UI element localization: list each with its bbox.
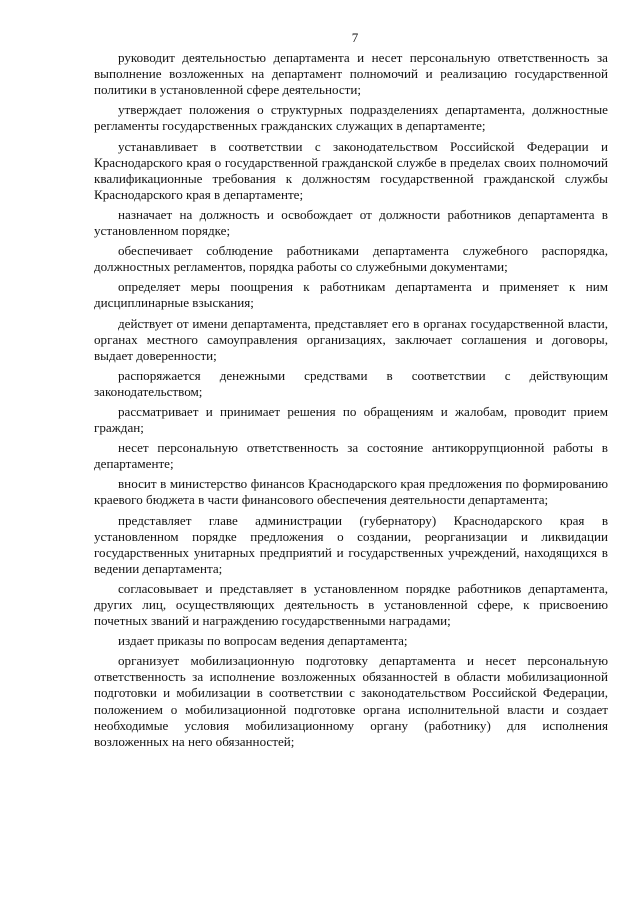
paragraph-10: несет персональную ответственность за состояние антикоррупционной работы в департаменте; [94,440,608,472]
paragraph-7: действует от имени департамента, представляет его в органах государственной власти, органах местного самоуправления организациях, заключает соглашения и договоры, выдает доверенности; [94,315,608,363]
paragraph-5: обеспечивает соблюдение работниками департамента служебного распорядка, должностных регламентов, порядка работы со служебными документами; [94,243,608,275]
paragraph-15: организует мобилизационную подготовку департамента и несет персональную ответственность за исполнение возложенных обязанностей в области мобилизационной подготовки и мобилизации в соответствии с законодательством Российской Федерации, положением о мобилизационной подготовке органа исполнительной власти и создает необходимые условия мобилизационному органу (работнику) для исполнения возложенных на него обязанностей; [94,653,608,749]
page-number: 7 [351,30,359,45]
paragraph-4: назначает на должность и освобождает от должности работников департамента в установленном порядке; [94,206,608,239]
paragraph-13: согласовывает и представляет в установленном порядке работников департамента, других лиц, осуществляющих деятельность в установленной сфере, к присвоению почетных званий и награждению государственными наградами; [94,580,608,629]
paragraph-9: рассматривает и принимает решения по обращениям и жалобам, проводит прием граждан; [94,403,608,436]
paragraph-8: распоряжается денежными средствами в соответствии с действующим законодательством; [94,367,608,399]
paragraph-14: издает приказы по вопросам ведения департамента; [118,633,408,649]
document-page [94,30,608,754]
paragraph-3: устанавливает в соответствии с законодательством Российской Федерации и Краснодарского края о государственной гражданской службе в пределах своих полномочий квалификационные требования к должностям государственной гражданской службы Краснодарского края в департаменте; [94,138,608,202]
paragraph-6: определяет меры поощрения к работникам департамента и применяет к ним дисциплинарные взыскания; [94,279,608,311]
paragraph-11: вносит в министерство финансов Краснодарского края предложения по формированию краевого бюджета в части финансового обеспечения деятельности департамента; [94,476,608,508]
paragraph-1: руководит деятельностью департамента и несет персональную ответственность за выполнение возложенных на департамент полномочий и реализацию государственной политики в установленной сфере деятельности; [94,50,608,98]
paragraph-2: утверждает положения о структурных подразделениях департамента, должностные регламенты государственных гражданских служащих в департаменте; [94,102,608,134]
paragraph-12: представляет главе администрации (губернатору) Краснодарского края в установленном порядке предложения о создании, реорганизации и ликвидации государственных унитарных предприятий и государственных учреждений, находящихся в ведении департамента; [94,512,608,576]
